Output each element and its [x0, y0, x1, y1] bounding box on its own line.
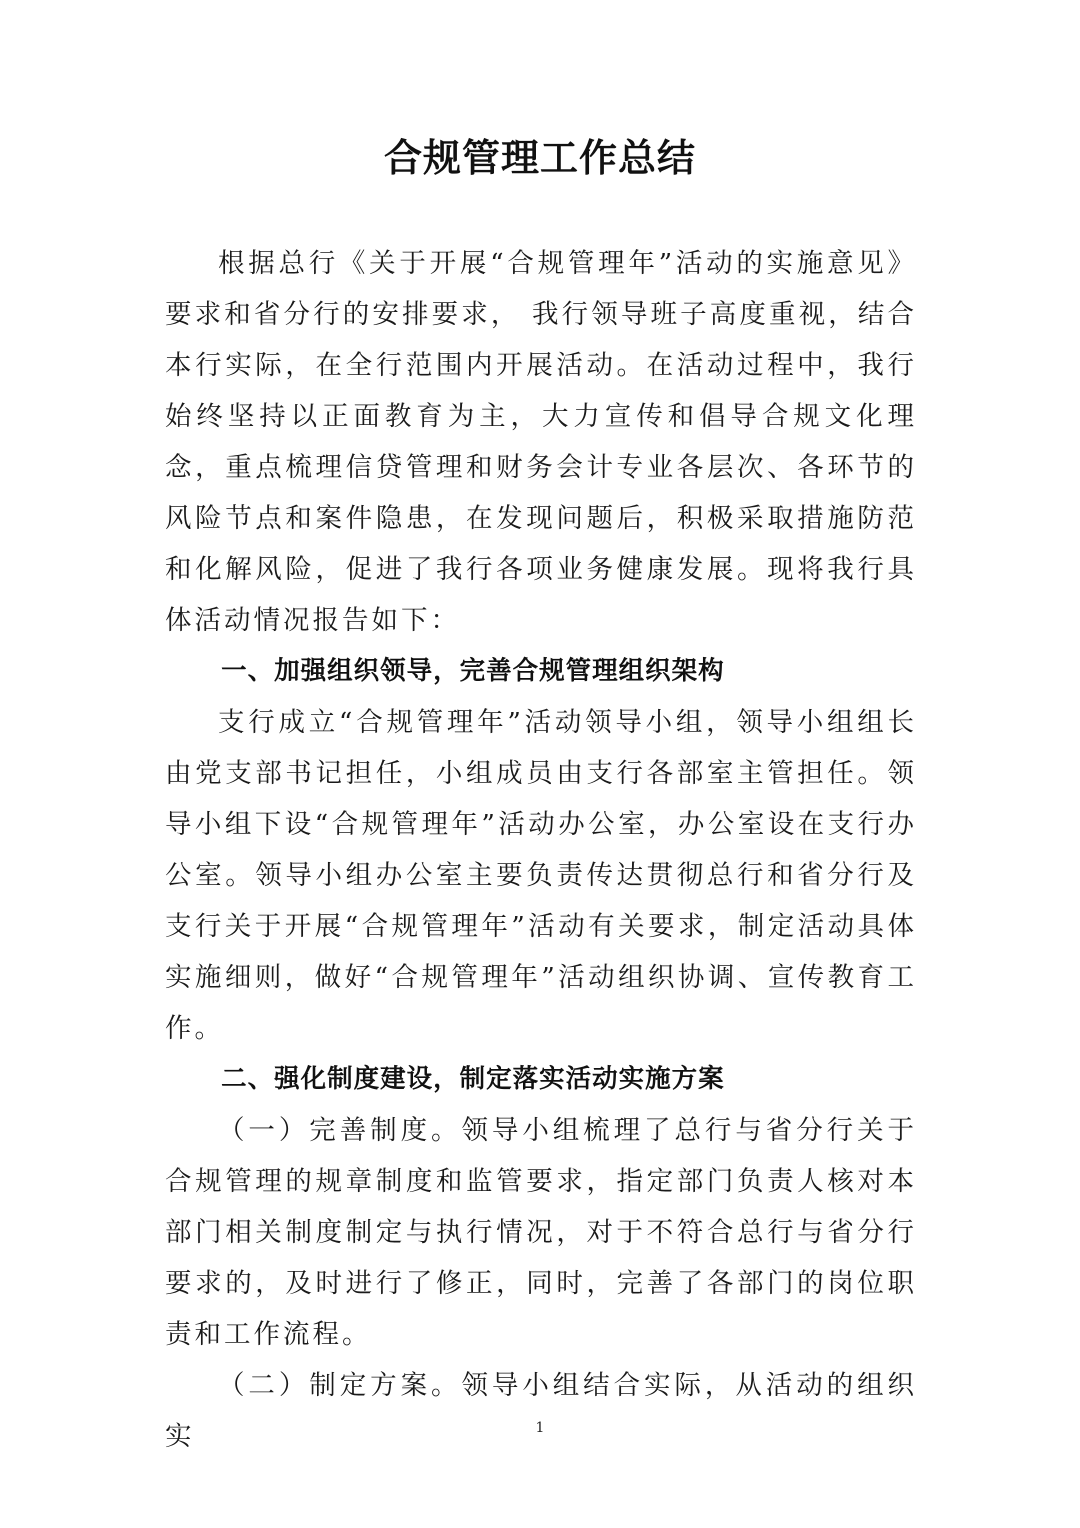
- section-2-paragraph-2: （二）制定方案。领导小组结合实际，从活动的组织实: [165, 1370, 917, 1452]
- section-heading-2: 二、强化制度建设，制定落实活动实施方案: [221, 1064, 725, 1094]
- page-number: 1: [535, 1420, 545, 1436]
- section-2-paragraph-1: （一）完善制度。领导小组梳理了总行与省分行关于合规管理的规章制度和监管要求，指定部门负责人核对本部门相关制度制定与执行情况，对于不符合总行与省分行要求的，及时进行了修正，同时，完善了各部门的岗位职责和工作流程。: [165, 1115, 917, 1350]
- section-1-paragraph: 支行成立“合规管理年”活动领导小组，领导小组组长由党支部书记担任，小组成员由支行各部室主管担任。领导小组下设“合规管理年”活动办公室，办公室设在支行办公室。领导小组办公室主要负责传达贯彻总行和省分行及支行关于开展“合规管理年”活动有关要求，制定活动具体实施细则，做好“合规管理年”活动组织协调、宣传教育工作。: [165, 707, 917, 1044]
- intro-paragraph: 根据总行《关于开展“合规管理年”活动的实施意见》要求和省分行的安排要求， 我行领导班子高度重视，结合本行实际，在全行范围内开展活动。在活动过程中，我行始终坚持以正面教育为主，大力宣传和倡导合规文化理念，重点梳理信贷管理和财务会计专业各层次、各环节的风险节点和案件隐患，在发现问题后，积极采取措施防范和化解风险，促进了我行各项业务健康发展。现将我行具体活动情况报告如下：: [165, 248, 917, 636]
- section-heading-1: 一、加强组织领导，完善合规管理组织架构: [221, 656, 725, 686]
- document-body: [165, 238, 917, 1462]
- page-title: 合规管理工作总结: [383, 136, 696, 180]
